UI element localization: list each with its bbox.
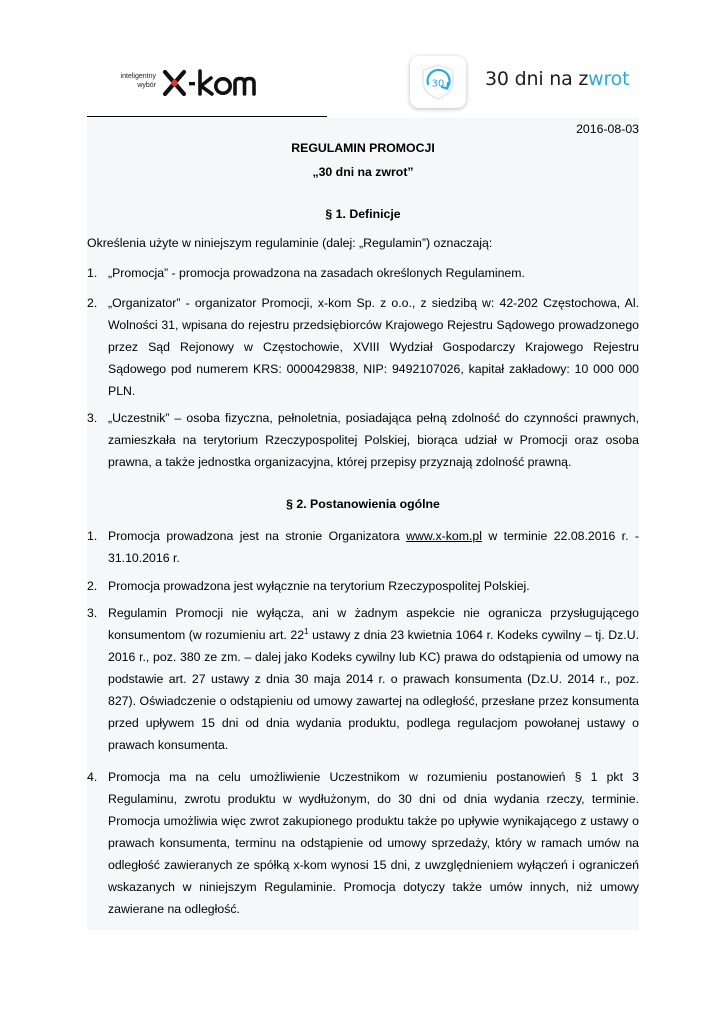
logo-tagline — [108, 72, 156, 90]
document-title: REGULAMIN PROMOCJI — [291, 141, 435, 155]
item-text-after: w terminie 22.08.2016 r. - 31.10.2016 r. — [108, 529, 640, 565]
brand-slogan-accent: wrot — [588, 68, 630, 90]
item-number: 2. — [87, 579, 98, 593]
item-text — [108, 525, 639, 569]
badge-number: 30 — [431, 78, 445, 90]
item-text-before: Regulamin Promocji nie wyłącza, ani w żadnym aspekcie nie ogranicza przysługującego konsumentom (w rozumieniu art. 22 — [108, 606, 639, 642]
item-text: „Promocja” - promocja prowadzona na zasadach określonych Regulaminem. — [108, 266, 525, 280]
document-subtitle: „30 dni na zwrot” — [312, 165, 414, 179]
brand-slogan — [485, 68, 629, 90]
item-number: 1. — [87, 529, 98, 543]
logo-tagline-line1: inteligentny — [120, 73, 156, 80]
item-number: 3. — [87, 411, 98, 425]
item-text-before: Promocja prowadzona jest na stronie Organizatora — [108, 529, 407, 543]
item-text: Promocja prowadzona jest wyłącznie na terytorium Rzeczypospolitej Polskiej. — [108, 579, 530, 593]
logo-tagline-line2: wybór — [137, 82, 156, 89]
header-divider — [87, 116, 327, 117]
document-date: 2016-08-03 — [576, 122, 639, 136]
item-number: 3. — [87, 606, 98, 620]
organizer-website-link[interactable]: www.x-kom.pl — [406, 529, 482, 543]
xkom-logo — [108, 66, 268, 100]
xkom-wordmark-icon — [162, 66, 268, 100]
item-text — [108, 602, 639, 756]
section-1-heading: § 1. Definicje — [325, 207, 401, 221]
item-text: Promocja ma na celu umożliwienie Uczestnikom w rozumieniu postanowień § 1 pkt 3 Regulaminu, zwrotu produktu w wydłużonym, do 30 dni od dnia wydania rzeczy, terminie. Promocja umożliwia więc zwrot zakupionego produktu także po upływie wynikającego z ustawy o prawach konsumenta, terminu na odstąpienie od umowy sprzedaży, który w ramach umów na odległość zawieranych ze spółką x-kom wynosi 15 dni, z uwzględnieniem wyłączeń i ograniczeń wskazanych w niniejszym Regulaminie. Promocja dotyczy także umów innych, niż umowy zawierane na odległość. — [108, 770, 639, 916]
return-badge — [410, 56, 466, 108]
brand-slogan-main: 30 dni na z — [485, 68, 589, 90]
shield-return-icon — [418, 62, 458, 102]
section-2-heading: § 2. Postanowienia ogólne — [286, 497, 440, 511]
item-text-after: ustawy z dnia 23 kwietnia 1064 r. Kodeks cywilny – tj. Dz.U. 2016 r., poz. 380 ze zm. – dalej jako Kodeks cywilny lub KC) prawa do odstąpienia od umowy na podstawie art. 27 ustawy z dnia 30 maja 2014 r. o prawach konsumenta (Dz.U. 2014 r., poz. 827). Oświadczenie o odstąpieniu od umowy zawartej na odległość, przesłane przez konsumenta przed upływem 15 dni od dnia wydania produktu, podlega regulacjom powołanej ustawy o prawach konsumenta. — [108, 628, 640, 752]
item-text: „Uczestnik” – osoba fizyczna, pełnoletnia, posiadająca pełną zdolność do czynności prawnych, zamieszkała na terytorium Rzeczypospolitej Polskiej, biorąca udział w Promocji oraz osoba prawna, a także jednostka organizacyjna, której przepisy przyznają zdolność prawną. — [108, 411, 639, 469]
item-text: „Organizator” - organizator Promocji, x-kom Sp. z o.o., z siedzibą w: 42-202 Częstochowa, Al. Wolności 31, wpisana do rejestru przedsiębiorców Krajowego Rejestru Sądowego prowadzonego przez Sąd Rejonowy w Częstochowie, XVIII Wydział Gospodarczy Krajowego Rejestru Sądowego pod numerem KRS: 0000429838, NIP: 9492107026, kapitał zakładowy: 10 000 000 PLN. — [108, 296, 639, 398]
section-1-intro: Określenia użyte w niniejszym regulaminie (dalej: „Regulamin”) oznaczają: — [87, 236, 493, 250]
item-number: 4. — [87, 770, 98, 784]
article-superscript: 1 — [304, 626, 309, 636]
item-number: 1. — [87, 266, 98, 280]
item-number: 2. — [87, 296, 98, 310]
